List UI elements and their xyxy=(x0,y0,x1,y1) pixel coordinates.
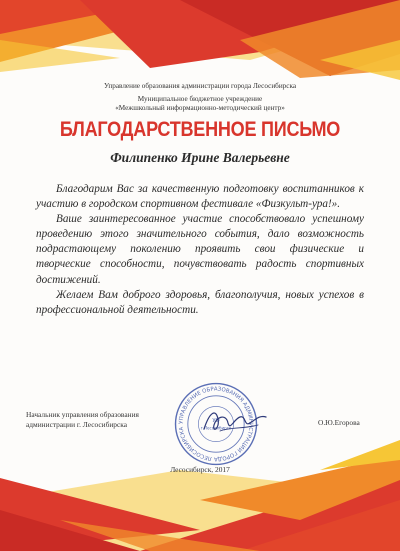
signatory-name: О.Ю.Егорова xyxy=(318,418,360,427)
signatory-position-line-1: Начальник управления образования xyxy=(26,410,139,419)
stamp-ring-text: УПРАВЛЕНИЕ ОБРАЗОВАНИЯ АДМИНИСТРАЦИИ ГОРОДА ЛЕСОСИБИРСКА xyxy=(178,386,254,462)
stamp-center-line-1: УО xyxy=(212,418,220,425)
signatory-position-line-2: администрации г. Лесосибирска xyxy=(26,419,128,429)
body-paragraph-2: Ваше заинтересованное участие способствовало успешному проведению этого значительного события, дало возможность подрастающему поколению проявить свои физические и творческие способности, почувствовать радость спортивных достижений. xyxy=(36,213,364,286)
recipient-name: Филипенко Ирине Валерьевне xyxy=(110,150,290,165)
institution-line-1: Муниципальное бюджетное учреждение xyxy=(137,94,263,103)
place-and-year: Лесосибирск, 2017 xyxy=(170,465,230,474)
institution-line-2: «Межшкольный информационно-методический центр» xyxy=(115,104,285,112)
body-paragraph-3: Желаем Вам доброго здоровья, благополучия, новых успехов в профессиональной деятельности. xyxy=(36,288,364,316)
stamp-center-line-2: г.Лесосибирск xyxy=(200,425,232,431)
handwritten-signature xyxy=(200,405,270,439)
signatory-position xyxy=(26,410,139,429)
document-title: БЛАГОДАРСТВЕННОЕ ПИСЬМО xyxy=(59,118,341,141)
department-name: Управление образования администрации города Лесосибирска xyxy=(103,82,297,90)
issuer-header xyxy=(40,82,360,114)
letter-body xyxy=(36,182,364,318)
body-paragraph-1: Благодарим Вас за качественную подготовку воспитанников к участию в городском спортивном фестивале «Физкульт-ура!». xyxy=(36,183,364,211)
